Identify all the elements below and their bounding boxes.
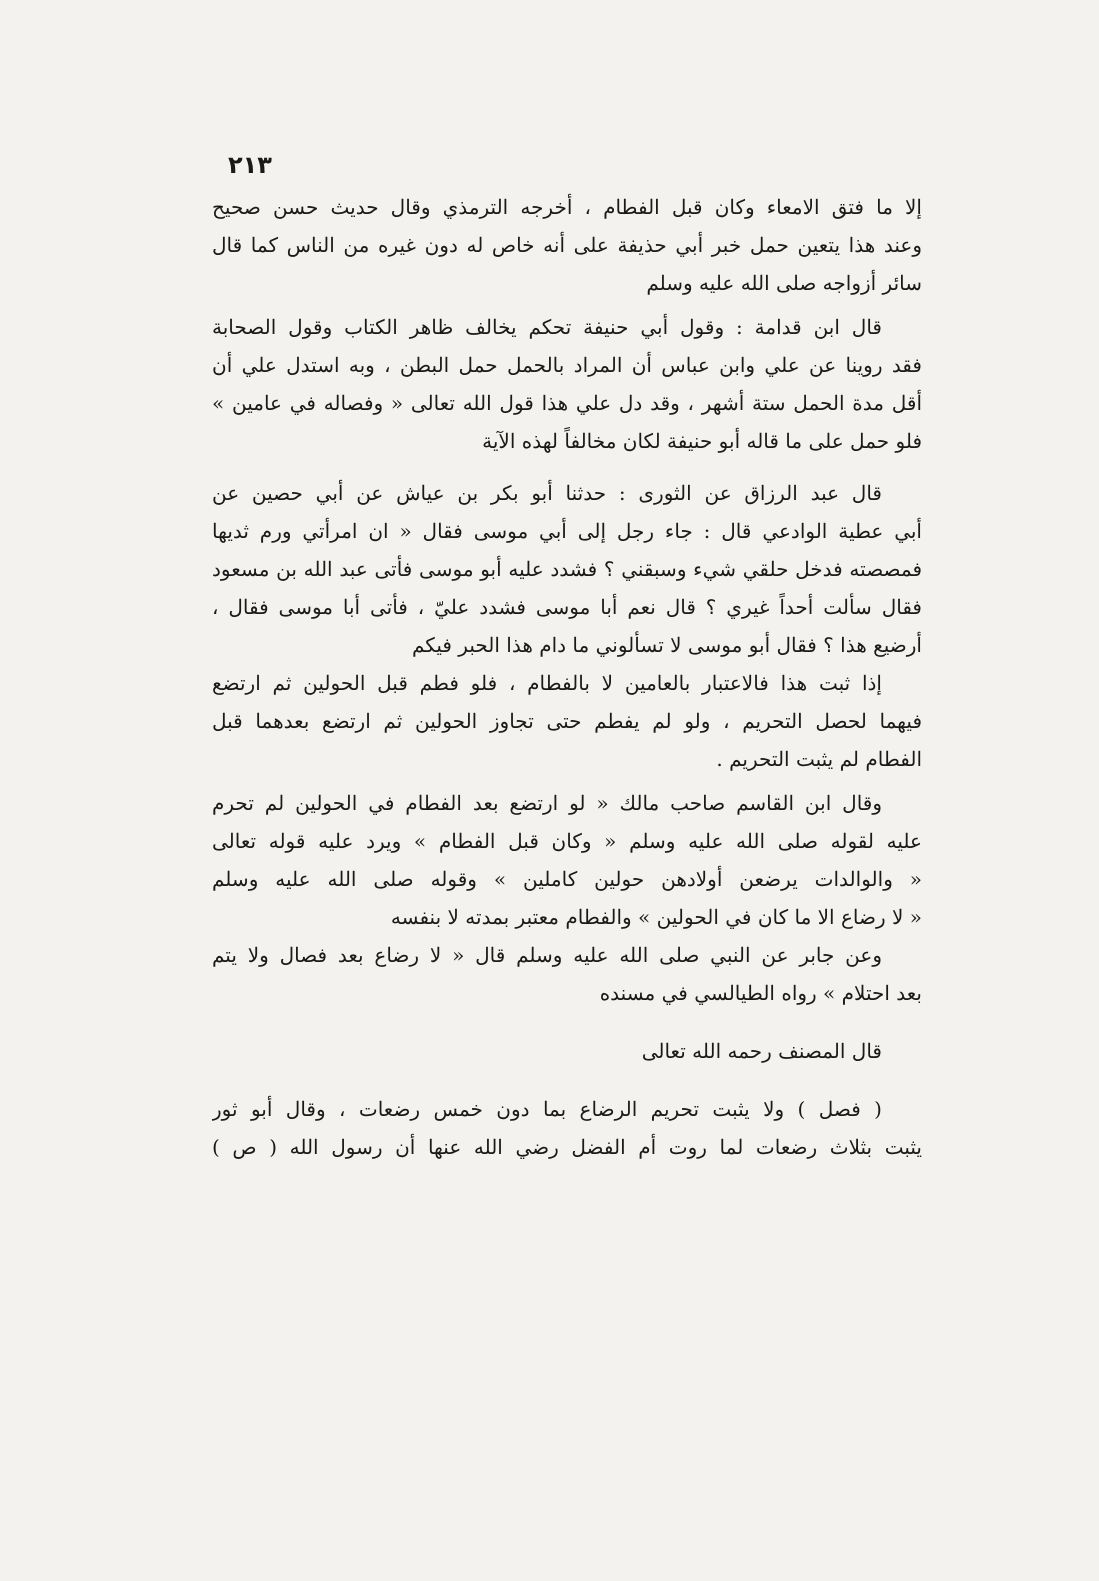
text-line: فقال سألت أحداً غيري ؟ قال نعم أبا موسى فشدد عليّ ، فأتى أبا موسى فقال ، — [212, 595, 922, 619]
text-line: قال عبد الرزاق عن الثورى : حدثنا أبو بكر بن عياش عن أبي حصين عن — [212, 481, 882, 505]
text-line: وعن جابر عن النبي صلى الله عليه وسلم قال « لا رضاع بعد فصال ولا يتم — [212, 943, 882, 967]
section-heading: قال المصنف رحمه الله تعالى — [641, 1039, 882, 1063]
text-line: الفطام لم يثبت التحريم . — [716, 747, 922, 771]
text-line: « لا رضاع الا ما كان في الحولين » والفطام معتبر بمدته لا بنفسه — [390, 905, 922, 929]
text-line: وقال ابن القاسم صاحب مالك « لو ارتضع بعد الفطام في الحولين لم تحرم — [212, 791, 882, 815]
page-body — [212, 188, 922, 1166]
text-line: إلا ما فتق الامعاء وكان قبل الفطام ، أخرجه الترمذي وقال حديث حسن صحيح — [212, 195, 922, 219]
text-line: وعند هذا يتعين حمل خبر أبي حذيفة على أنه خاص له دون غيره من الناس كما قال — [212, 233, 922, 257]
paragraph-4 — [212, 664, 922, 778]
text-line: سائر أزواجه صلى الله عليه وسلم — [646, 271, 922, 295]
paragraph-5 — [212, 784, 922, 936]
text-line: أبي عطية الوادعي قال : جاء رجل إلى أبي موسى فقال « ان امرأتي ورم ثديها — [212, 519, 922, 543]
text-line: فلو حمل على ما قاله أبو حنيفة لكان مخالفاً لهذه الآية — [482, 429, 922, 453]
text-line: « والوالدات يرضعن أولادهن حولين كاملين » وقوله صلى الله عليه وسلم — [212, 867, 922, 891]
text-line: قال ابن قدامة : وقول أبي حنيفة تحكم يخالف ظاهر الكتاب وقول الصحابة — [212, 315, 882, 339]
text-line: يثبت بثلاث رضعات لما روت أم الفضل رضي الله عنها أن رسول الله ( ص ) — [212, 1135, 922, 1159]
paragraph-6 — [212, 936, 922, 1012]
text-line: ( فصل ) ولا يثبت تحريم الرضاع بما دون خمس رضعات ، وقال أبو ثور — [212, 1097, 882, 1121]
text-line: أرضيع هذا ؟ فقال أبو موسى لا تسألوني ما دام هذا الحبر فيكم — [411, 633, 922, 657]
text-line: فيهما لحصل التحريم ، ولو لم يفطم حتى تجاوز الحولين ثم ارتضع بعدهما قبل — [212, 709, 922, 733]
final-paragraph — [212, 1090, 922, 1166]
text-line: عليه لقوله صلى الله عليه وسلم « وكان قبل الفطام » ويرد عليه قوله تعالى — [212, 829, 922, 853]
page-number: ٢١٣ — [228, 151, 272, 179]
paragraph-3 — [212, 474, 922, 664]
text-line: فقد روينا عن علي وابن عباس أن المراد بالحمل حمل البطن ، وبه استدل علي أن — [212, 353, 922, 377]
text-line: أقل مدة الحمل ستة أشهر ، وقد دل علي هذا قول الله تعالى « وفصاله في عامين » — [212, 391, 922, 415]
text-line: إذا ثبت هذا فالاعتبار بالعامين لا بالفطام ، فلو فطم قبل الحولين ثم ارتضع — [212, 671, 882, 695]
paragraph-1 — [212, 188, 922, 302]
text-line: بعد احتلام » رواه الطيالسي في مسنده — [599, 981, 922, 1005]
paragraph-2 — [212, 308, 922, 460]
text-line: فمصصته فدخل حلقي شيء وسبقني ؟ فشدد عليه أبو موسى فأتى عبد الله بن مسعود — [212, 557, 922, 581]
